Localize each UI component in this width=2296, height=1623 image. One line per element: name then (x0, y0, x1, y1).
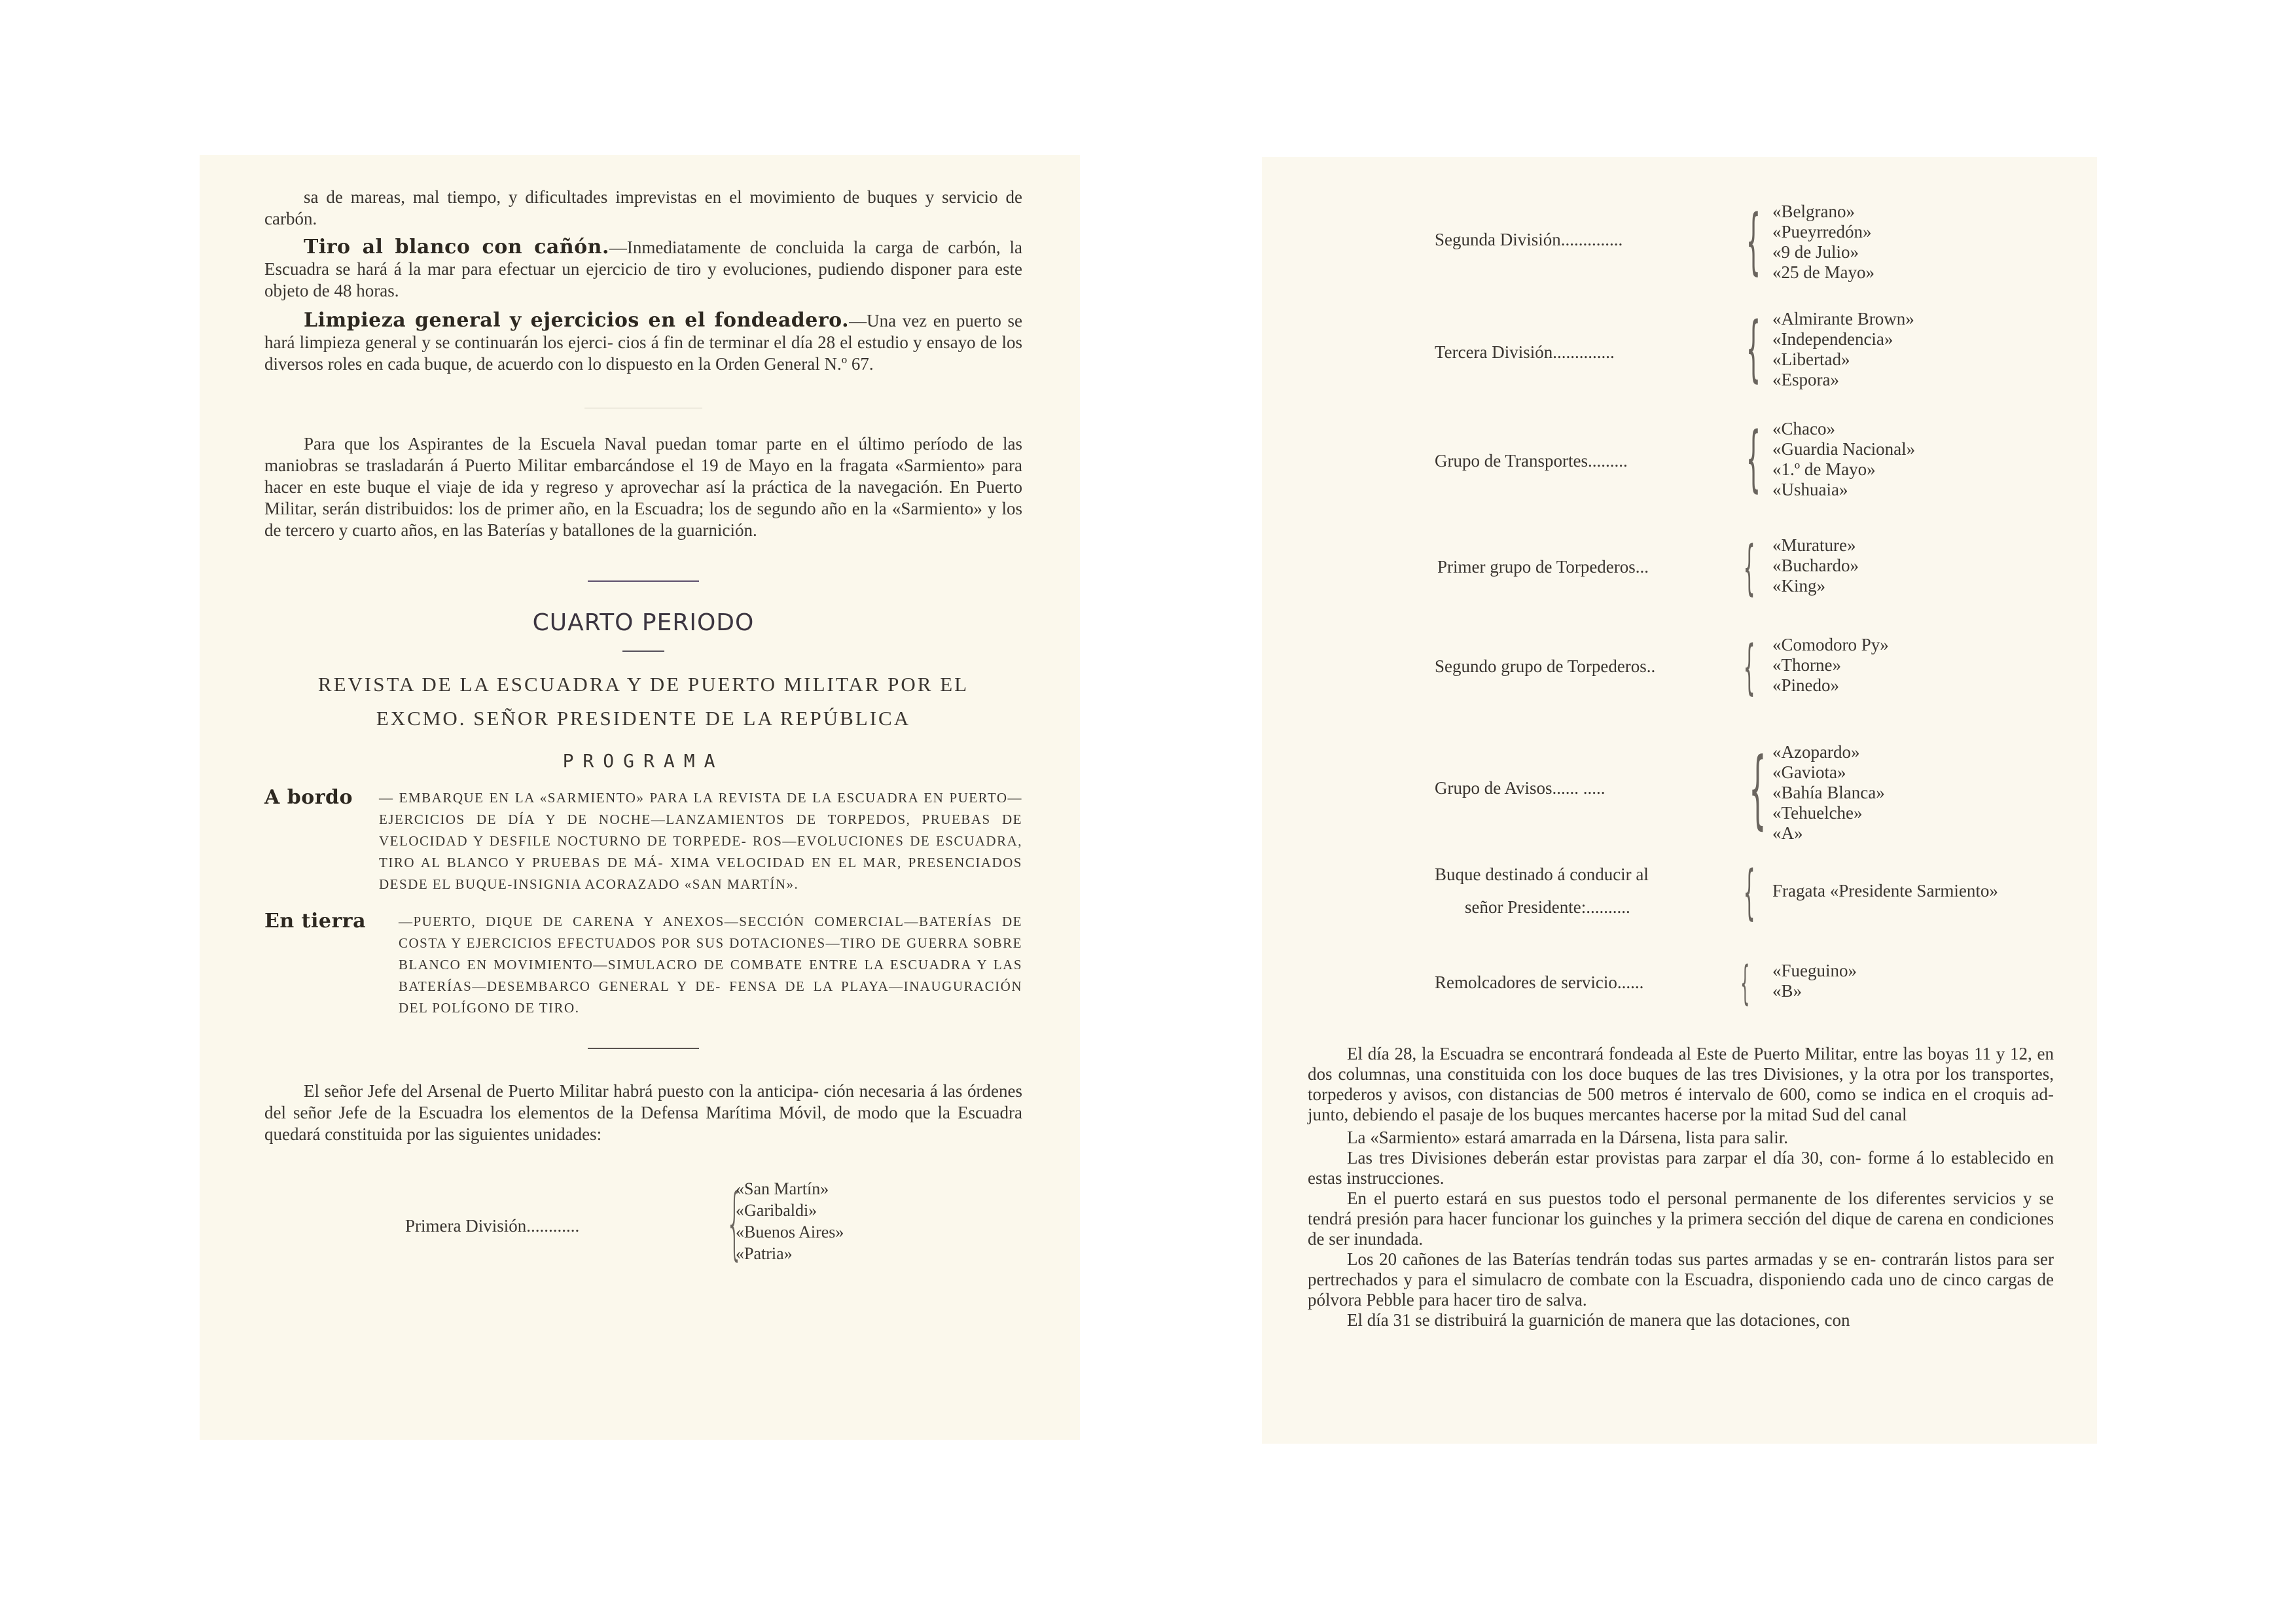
limpieza-text: —Una vez en puerto se hará limpieza general y se continuarán los ejerci- cios á fin de terminar el día 28 el estudio y ensayo de los diversos roles en cada buque, de acuerdo con lo dispuesto en la Orden General N.º 67. (264, 311, 1022, 374)
ship-name: «Fueguino» (1772, 961, 1857, 980)
ship-name: Fragata «Presidente Sarmiento» (1772, 881, 1998, 901)
ship-name: «Libertad» (1772, 349, 1850, 369)
group-label: Primer grupo de Torpederos... (1437, 557, 1649, 577)
ship-name: «Comodoro Py» (1772, 635, 1889, 654)
intro-paragraph: sa de mareas, mal tiempo, y dificultades imprevistas en el movimiento de buques y servicio de carbón. (264, 187, 1022, 228)
ship-list (1772, 535, 1859, 596)
group-label-line2: señor Presidente:.......... (1465, 897, 1630, 917)
ship-name: «Azopardo» (1772, 742, 1860, 762)
ship-name: «Tehuelche» (1772, 803, 1863, 823)
limpieza-heading: Limpieza general y ejercicios en el fondeadero. (304, 309, 850, 332)
entierra-text: —PUERTO, DIQUE DE CARENA Y ANEXOS—SECCIÓN COMERCIAL—BATERÍAS DE COSTA Y EJERCICIOS EFECTUADOS POR SUS DOTACIONES—TIRO DE GUERRA SOBRE BLANCO EN MOVIMIENTO—SIMULACRO DE COMBATE ENTRE LA ESCUADRA Y LAS BATERÍAS—DESEMBARCO GENERAL Y DE- FENSA DE LA PLAYA—INAUGURACIÓN DEL POLÍGONO DE TIRO. (399, 914, 1022, 1016)
brace-icon: { (1743, 633, 1755, 702)
brace-icon: { (1740, 956, 1750, 1010)
divider-short (622, 651, 664, 652)
ship-name: «B» (1772, 981, 1803, 1001)
ship-list (1772, 742, 1885, 844)
ship-list (1772, 880, 1998, 901)
ship-name: «Espora» (1772, 370, 1839, 389)
right-page (1262, 157, 2097, 1444)
ship-name: «Independencia» (1772, 329, 1893, 349)
divider-1 (588, 580, 699, 582)
ship-name: «Buchardo» (1772, 556, 1859, 575)
revista-title-line1: REVISTA DE LA ESCUADRA Y DE PUERTO MILITAR POR EL (317, 673, 969, 696)
left-page-text (264, 187, 1022, 1270)
jefe-paragraph: El señor Jefe del Arsenal de Puerto Militar habrá puesto con la anticipa- ción necesaria á las órdenes del señor Jefe de la Escuadra los elementos de la Defensa Marítima Móvil, de modo que la Escuadra quedará constituida por las siguientes unidades: (264, 1081, 1022, 1144)
ship-list (1772, 202, 1874, 283)
abordo-label: A bordo (264, 786, 353, 809)
programa-heading: PROGRAMA (562, 750, 725, 772)
ship-name: «Buenos Aires» (736, 1222, 844, 1241)
ship-list (1772, 635, 1889, 696)
group-label: Segunda División.............. (1435, 230, 1623, 249)
brace-icon: { (1743, 858, 1755, 927)
abordo-block (264, 787, 1022, 895)
ship-name: «King» (1772, 576, 1825, 596)
guarnicion-paragraph: El día 31 se distribuirá la guarnición de manera que las dotaciones, con (1347, 1310, 1850, 1330)
group-label-line1: Buque destinado á conducir al (1435, 865, 1649, 884)
left-page (200, 155, 1080, 1440)
brace-icon: { (1743, 533, 1755, 602)
puerto-paragraph: En el puerto estará en sus puestos todo el personal permanente de los diferentes servicios y se tendrá presión para hacer funcionar los guinches y la primera sección del dique de carena en condiciones de ser inundada. (1308, 1188, 2054, 1249)
sarmiento-paragraph: La «Sarmiento» estará amarrada en la Dársena, lista para salir. (1347, 1128, 1788, 1147)
tiro-paragraph (264, 236, 1022, 302)
group-label: Grupo de Transportes......... (1435, 451, 1628, 471)
group-label: Segundo grupo de Torpederos.. (1435, 656, 1656, 676)
primera-division-group (264, 1178, 1022, 1270)
ship-name: «Patria» (736, 1244, 793, 1263)
ship-list (1772, 961, 1857, 1001)
ship-name: «Pinedo» (1772, 675, 1840, 695)
ship-list (1772, 309, 1914, 390)
ship-name: «Belgrano» (1772, 202, 1855, 221)
divisiones-paragraph: Las tres Divisiones deberán estar provistas para zarpar el día 30, con- forme á lo establecido en estas instrucciones. (1308, 1148, 2054, 1188)
right-page-text (1308, 1044, 2054, 1330)
ship-name: «25 de Mayo» (1772, 262, 1874, 282)
entierra-block (264, 911, 1022, 1019)
tiro-heading: Tiro al blanco con cañón. (304, 236, 609, 259)
ship-name: «A» (1772, 823, 1803, 843)
ship-list (1772, 419, 1915, 500)
primera-ship-list (736, 1178, 844, 1264)
entierra-label: En tierra (264, 910, 367, 933)
ship-name: «Guardia Nacional» (1772, 439, 1916, 459)
ship-name: «San Martín» (736, 1179, 829, 1198)
ship-name: «Murature» (1772, 535, 1856, 555)
baterias-paragraph: Los 20 cañones de las Baterías tendrán todas sus partes armadas y se en- contrarán listos para ser pertrechados y para el simulacro de combate con la Escuadra, disponiendo cada uno de cinco cargas de pólvora Pebble para hacer tiro de salva. (1308, 1249, 2054, 1310)
primera-division-label: Primera División............ (405, 1216, 580, 1236)
tiro-text: —Inmediatamente de concluida la carga de carbón, la Escuadra se hará á la mar para efectuar un ejercicio de tiro y evoluciones, pudiendo disponer para este objeto de 48 horas. (264, 238, 1023, 300)
ship-name: «1.º de Mayo» (1772, 459, 1876, 479)
brace-icon: { (1746, 199, 1761, 283)
group-label: Grupo de Avisos...... ..... (1435, 778, 1605, 798)
group-label: Remolcadores de servicio...... (1435, 972, 1644, 992)
ship-name: «Chaco» (1772, 419, 1835, 438)
group-label: Tercera División.............. (1435, 342, 1615, 362)
escuadra-paragraph: El día 28, la Escuadra se encontrará fondeada al Este de Puerto Militar, entre las boyas 11 y 12, en dos columnas, una constituida con los doce buques de las tres Divisiones, y la otra por los transportes, torpederos y avisos, con distancias de 500 metros é intervalo de 600, como se indica en el croquis ad- junto, debiendo el pasaje de los buques mercantes hacerse por la mitad Sud del canal (1308, 1044, 2054, 1124)
abordo-text: — EMBARQUE EN LA «SARMIENTO» PARA LA REVISTA DE LA ESCUADRA EN PUERTO—EJERCICIOS DE DÍA Y DE NOCHE—LANZAMIENTOS DE TORPEDOS, PRUEBAS DE VELOCIDAD Y DESFILE NOCTURNO DE TORPEDE- ROS—EVOLUCIONES DE ESCUADRA, TIRO AL BLANCO Y PRUEBAS DE MÁ- XIMA VELOCIDAD EN EL MAR, PRESENCIADOS DESDE EL BUQUE-INSIGNIA ACORAZADO «SAN MARTÍN». (379, 790, 1022, 892)
ship-name: «Bahía Blanca» (1772, 783, 1885, 802)
divider-2 (588, 1048, 699, 1049)
primera-brace-icon: { (725, 1178, 744, 1269)
ship-name: «Garibaldi» (736, 1201, 817, 1220)
ship-name: «Thorne» (1772, 655, 1841, 675)
limpieza-paragraph (264, 310, 1022, 375)
period-title: CUARTO PERIODO (532, 609, 755, 636)
brace-icon: { (1746, 416, 1761, 500)
aspirantes-paragraph: Para que los Aspirantes de la Escuela Naval puedan tomar parte en el último período de las maniobras se trasladarán á Puerto Militar embarcándose el 19 de Mayo en la fragata «Sarmiento» para hacer en este buque el viaje de ida y regreso y aprovechar así la práctica de la navegación. En Puerto Militar, serán distribuidos: los de primer año, en la Escuadra; los de segundo año en la «Sarmiento» y los de tercero y cuarto años, en las Baterías y batallones de la guarnición. (264, 434, 1022, 540)
brace-icon: { (1746, 306, 1761, 390)
revista-title-line2: EXCMO. SEÑOR PRESIDENTE DE LA REPÚBLICA (376, 707, 911, 730)
ship-name: «9 de Julio» (1772, 242, 1859, 262)
ship-name: «Almirante Brown» (1772, 309, 1914, 329)
ship-name: «Gaviota» (1772, 762, 1846, 782)
brace-icon: { (1749, 739, 1767, 838)
ship-name: «Pueyrredón» (1772, 222, 1872, 241)
ship-name: «Ushuaia» (1772, 480, 1848, 499)
